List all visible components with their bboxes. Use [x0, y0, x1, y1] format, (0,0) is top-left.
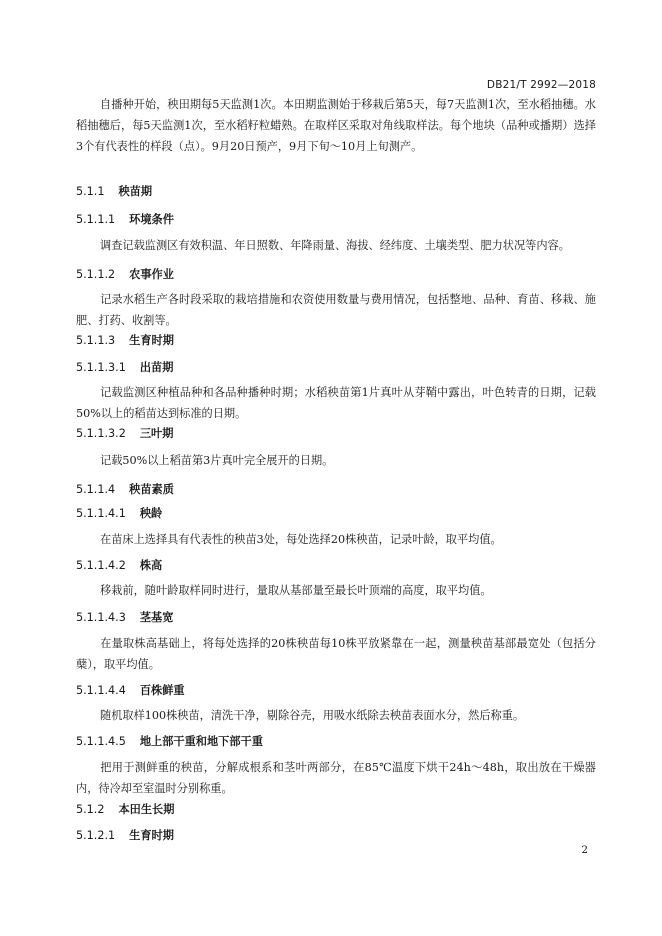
- intro-text: 自播种开始，秧田期每5天监测1次。本田期监测始于移栽后第5天，每7天监测1次，至水稻抽穗。水稻抽穗后，每5天监测1次，至水稻籽粒蜡熟。在取样区采取对角线取样法。每个地块（品种或播期）选择3个有代表性的样段（点）。9月20日预产，9月下旬～10月上旬测产。: [76, 98, 596, 153]
- section-title: 秧苗期: [118, 185, 153, 198]
- section-title: 地上部干重和地下部干重: [139, 735, 263, 748]
- section-heading-5-1-2: [76, 801, 174, 817]
- section-heading-5-1-2-1: [76, 827, 174, 843]
- section-title: 农事作业: [129, 268, 174, 281]
- section-number: 5.1.1.4.3: [76, 611, 126, 624]
- section-number: 5.1.1.3.2: [76, 427, 126, 440]
- paragraph-5-1-1-3-1: 记载监测区种植品种和各品种播种时期；水稻秧苗第1片真叶从芽鞘中露出，叶色转青的日期，记载50%以上的稻苗达到标准的日期。: [76, 386, 596, 420]
- section-number: 5.1.1.4.5: [76, 735, 126, 748]
- section-heading-5-1-1-4-5: [76, 733, 263, 749]
- section-heading-5-1-1-4: [76, 481, 174, 497]
- document-code: DB21/T 2992—2018: [486, 79, 596, 91]
- paragraph-5-1-1-4-2: 移栽前，随叶龄取样同时进行，量取从基部量至最长叶顶端的高度，取平均值。: [100, 584, 492, 597]
- section-number: 5.1.1.1: [76, 213, 116, 226]
- section-number: 5.1.1.4: [76, 483, 116, 496]
- section-title: 三叶期: [139, 427, 174, 440]
- section-title: 百株鲜重: [139, 684, 185, 697]
- section-number: 5.1.1: [76, 185, 105, 198]
- section-title: 秧苗素质: [129, 483, 174, 496]
- section-number: 5.1.2.1: [76, 829, 116, 842]
- section-title: 本田生长期: [118, 803, 175, 816]
- section-number: 5.1.2: [76, 803, 105, 816]
- section-number: 5.1.1.3: [76, 334, 116, 347]
- paragraph-5-1-1-2: 记录水稻生产各时段采取的栽培措施和农资使用数量与费用情况，包括整地、品种、育苗、移栽、施肥、打药、收割等。: [76, 293, 596, 327]
- section-heading-5-1-1-2: [76, 266, 174, 282]
- section-heading-5-1-1-4-4: [76, 682, 185, 698]
- section-heading-5-1-1-4-3: [76, 609, 173, 625]
- section-number: 5.1.1.4.1: [76, 507, 126, 520]
- paragraph-5-1-1-4-3: 在量取株高基础上，将每处选择的20株秧苗每10株平放紧靠在一起，测量秧苗基部最宽处（包括分蘖），取平均值。: [76, 637, 596, 671]
- section-title: 秧龄: [139, 507, 163, 520]
- section-number: 5.1.1.2: [76, 268, 116, 281]
- section-title: 生育时期: [129, 334, 174, 347]
- section-heading-5-1-1-3-2: [76, 425, 173, 441]
- paragraph-5-1-1-4-1: 在苗床上选择具有代表性的秧苗3处，每处选择20株秧苗，记录叶龄，取平均值。: [100, 533, 502, 546]
- paragraph-5-1-1-4-4: 随机取样100株秧苗，清洗干净，剔除谷壳，用吸水纸除去秧苗表面水分，然后称重。: [100, 709, 525, 722]
- section-title: 生育时期: [129, 829, 174, 842]
- section-heading-5-1-1-4-2: [76, 557, 162, 573]
- section-number: 5.1.1.4.2: [76, 559, 126, 572]
- section-heading-5-1-1: [76, 183, 152, 199]
- section-heading-5-1-1-1: [76, 211, 174, 227]
- section-heading-5-1-1-3: [76, 332, 174, 348]
- paragraph-5-1-1-1: 调查记载监测区有效积温、年日照数、年降雨量、海拔、经纬度、土壤类型、肥力状况等内容。: [100, 239, 570, 252]
- section-title: 环境条件: [129, 213, 174, 226]
- section-title: 出苗期: [139, 361, 174, 374]
- section-title: 株高: [139, 559, 163, 572]
- page-number: 2: [581, 844, 588, 856]
- section-number: 5.1.1.4.4: [76, 684, 126, 697]
- paragraph-5-1-1-3-2: 记载50%以上稻苗第3片真叶完全展开的日期。: [100, 454, 334, 467]
- section-number: 5.1.1.3.1: [76, 361, 126, 374]
- section-heading-5-1-1-4-1: [76, 505, 162, 521]
- paragraph-5-1-1-4-5: 把用于测鲜重的秧苗，分解成根系和茎叶两部分，在85℃温度下烘干24h～48h，取出放在干燥器内，待冷却至室温时分别称重。: [76, 761, 596, 795]
- section-title: 茎基宽: [139, 611, 174, 624]
- intro-paragraph: [76, 94, 596, 157]
- section-heading-5-1-1-3-1: [76, 359, 173, 375]
